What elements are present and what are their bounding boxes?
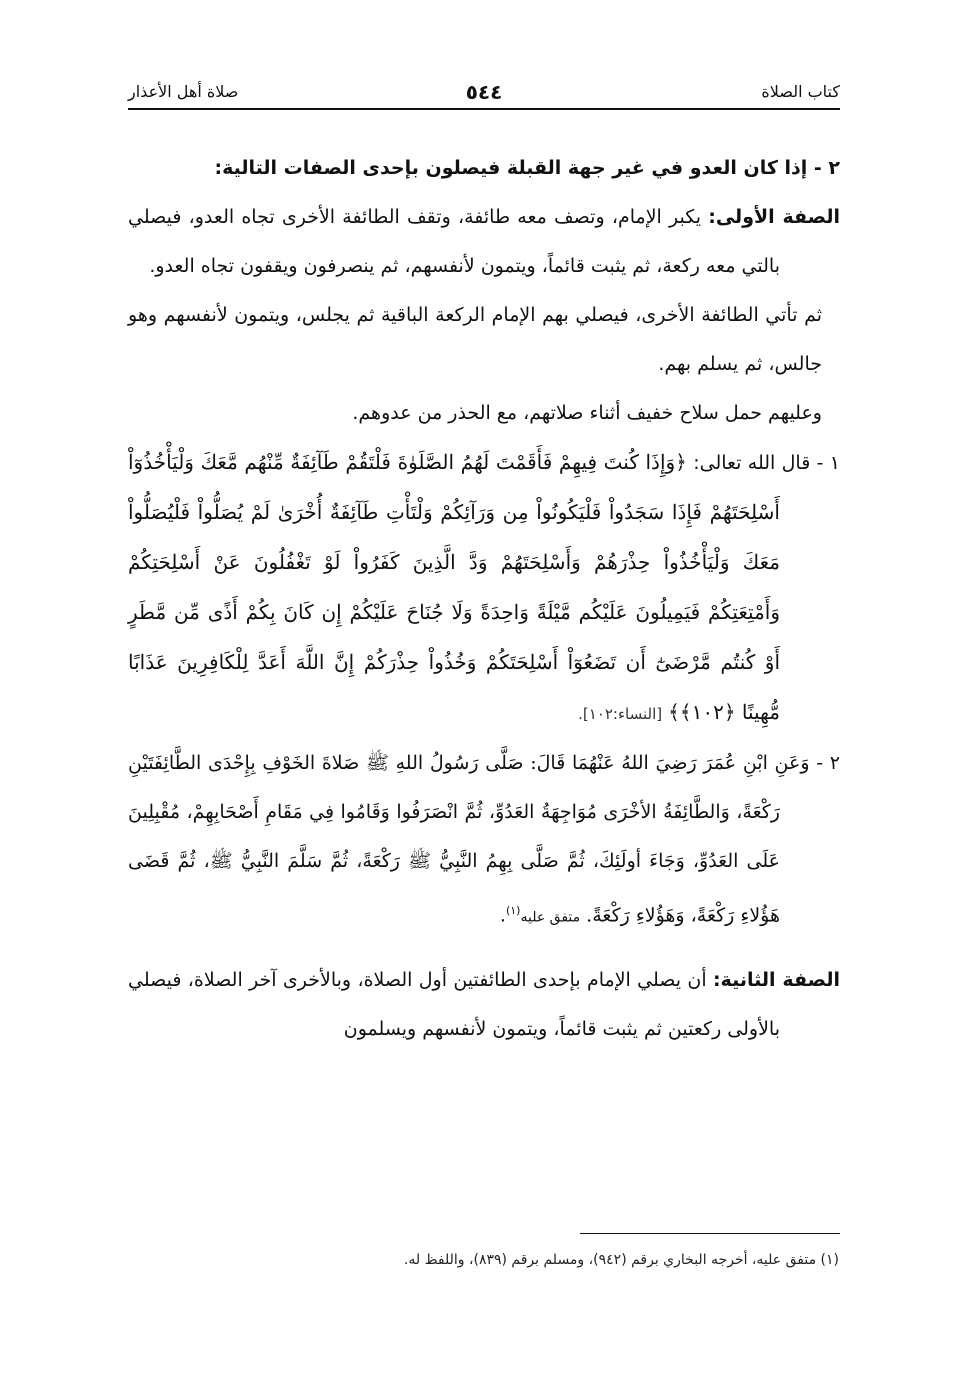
page bbox=[128, 78, 840, 1054]
main-text bbox=[128, 144, 840, 1054]
second-form-text: أن يصلي الإمام بإحدى الطائفتين أول الصلاة، وبالأخرى آخر الصلاة، فيصلي بالأولى ركعتين ثم يثبت قائماً، ويتمون لأنفسهم ويسلمون bbox=[128, 969, 780, 1041]
spacer bbox=[128, 942, 840, 956]
section-heading: ٢ - إذا كان العدو في غير جهة القبلة فيصلون بإحدى الصفات التالية: bbox=[214, 157, 840, 179]
paragraph-second-group: ثم تأتي الطائفة الأخرى، فيصلي بهم الإمام الركعة الباقية ثم يجلس، ويتمون لأنفسهم وهو جالس، ثم يسلم بهم. bbox=[128, 304, 822, 375]
evidence-hadith: ٢ - وَعَنِ ابْنِ عُمَرَ رَضِيَ اللهُ عَنْهُمَا قَالَ: صَلَّى رَسُولُ اللهِ ﷺ صَلاةَ الخَوْفِ بِإِحْدَى الطَّائِفَتَيْنِ رَكْعَةً، وَالطَّائِفَةُ الأخْرَى مُوَاجِهَةُ العَدُوِّ، ثُمَّ انْصَرَفُوا وَقَامُوا فِي مَقَامِ أَصْحَابِهِمْ، مُقْبِلِينَ عَلَى العَدُوِّ، وَجَاءَ أولَئِكَ، ثُمَّ صَلَّى بِهِمُ النَّبِيُّ ﷺ رَكْعَةً، ثُمَّ سَلَّمَ النَّبِيُّ ﷺ، ثُمَّ قَضَى هَؤُلاءِ رَكْعَةً، وَهَؤُلاءِ رَكْعَةً. متفق عليه$^{(١)}$. bbox=[128, 752, 840, 927]
section-title: صلاة أهل الأعذار bbox=[128, 82, 239, 101]
footnote-marker[interactable]: (١) bbox=[505, 904, 521, 917]
running-header bbox=[128, 78, 840, 110]
footnote-divider bbox=[580, 1233, 840, 1234]
second-form-paragraph bbox=[128, 956, 840, 1054]
hadith-grading: متفق عليه bbox=[520, 909, 581, 926]
verse-reference: [النساء:١٠٢]. bbox=[578, 705, 663, 723]
second-form-label: الصفة الثانية: bbox=[712, 969, 840, 992]
footnote: (١) متفق عليه، أخرجه البخاري برقم (٩٤٢)، ومسلم برقم (٨٣٩)، واللفظ له. bbox=[403, 1252, 839, 1268]
hadith-text: وَعَنِ ابْنِ عُمَرَ رَضِيَ اللهُ عَنْهُمَا قَالَ: صَلَّى رَسُولُ اللهِ ﷺ صَلاةَ الخَوْفِ بِإِحْدَى الطَّائِفَتَيْنِ رَكْعَةً، وَالطَّائِفَةُ الأخْرَى مُوَاجِهَةُ العَدُوِّ، ثُمَّ انْصَرَفُوا وَقَامُوا فِي مَقَامِ أَصْحَابِهِمْ، مُقْبِلِينَ عَلَى العَدُوِّ، وَجَاءَ أولَئِكَ، ثُمَّ صَلَّى بِهِمُ النَّبِيُّ ﷺ رَكْعَةً، ثُمَّ سَلَّمَ النَّبِيُّ ﷺ، ثُمَّ قَضَى هَؤُلاءِ رَكْعَةً، وَهَؤُلاءِ رَكْعَةً. bbox=[128, 752, 810, 927]
evidence-intro: قال الله تعالى: bbox=[693, 452, 811, 474]
first-form-text: يكبر الإمام، وتصف معه طائفة، وتقف الطائفة الأخرى تجاه العدو، فيصلي بالتي معه ركعة، ثم يثبت قائماً، ويتمون لأنفسهم، ثم ينصرفون ويقفون تجاه العدو. bbox=[128, 206, 780, 277]
first-form-label: الصفة الأولى: bbox=[708, 206, 841, 228]
paragraph-weapons: وعليهم حمل سلاح خفيف أثناء صلاتهم، مع الحذر من عدوهم. bbox=[352, 402, 822, 424]
page-number: ٥٤٤ bbox=[465, 80, 503, 104]
evidence-quran bbox=[128, 438, 840, 739]
quran-verse: ﴿وَإِذَا كُنتَ فِيهِمْ فَأَقَمْتَ لَهُمُ الصَّلَوٰةَ فَلْتَقُمْ طَآئِفَةٌ مِّنْهُم مَّعَكَ وَلْيَأْخُذُوٓاْ أَسْلِحَتَهُمْ فَإِذَا سَجَدُواْ فَلْيَكُونُواْ مِن وَرَآئِكُمْ وَلْتَأْتِ طَآئِفَةٌ أُخْرَىٰ لَمْ يُصَلُّواْ فَلْيُصَلُّواْ مَعَكَ وَلْيَأْخُذُواْ حِذْرَهُمْ وَأَسْلِحَتَهُمْ وَدَّ الَّذِينَ كَفَرُواْ لَوْ تَغْفُلُونَ عَنْ أَسْلِحَتِكُمْ وَأَمْتِعَتِكُمْ فَيَمِيلُونَ عَلَيْكُم مَّيْلَةً وَاحِدَةً وَلَا جُنَاحَ عَلَيْكُمْ إِن كَانَ بِكُمْ أَذًى مِّن مَّطَرٍ أَوْ كُنتُم مَّرْضَىٰٓ أَن تَضَعُوٓاْ أَسْلِحَتَكُمْ وَخُذُواْ حِذْرَكُمْ إِنَّ اللَّهَ أَعَدَّ لِلْكَافِرِينَ عَذَابًا مُّهِينًا ﴿١٠٢﴾﴾ bbox=[128, 450, 780, 724]
evidence-number: ٢ - bbox=[816, 752, 840, 774]
evidence-number: ١ - bbox=[816, 452, 840, 474]
first-form-paragraph bbox=[128, 193, 840, 291]
book-title: كتاب الصلاة bbox=[761, 82, 840, 101]
